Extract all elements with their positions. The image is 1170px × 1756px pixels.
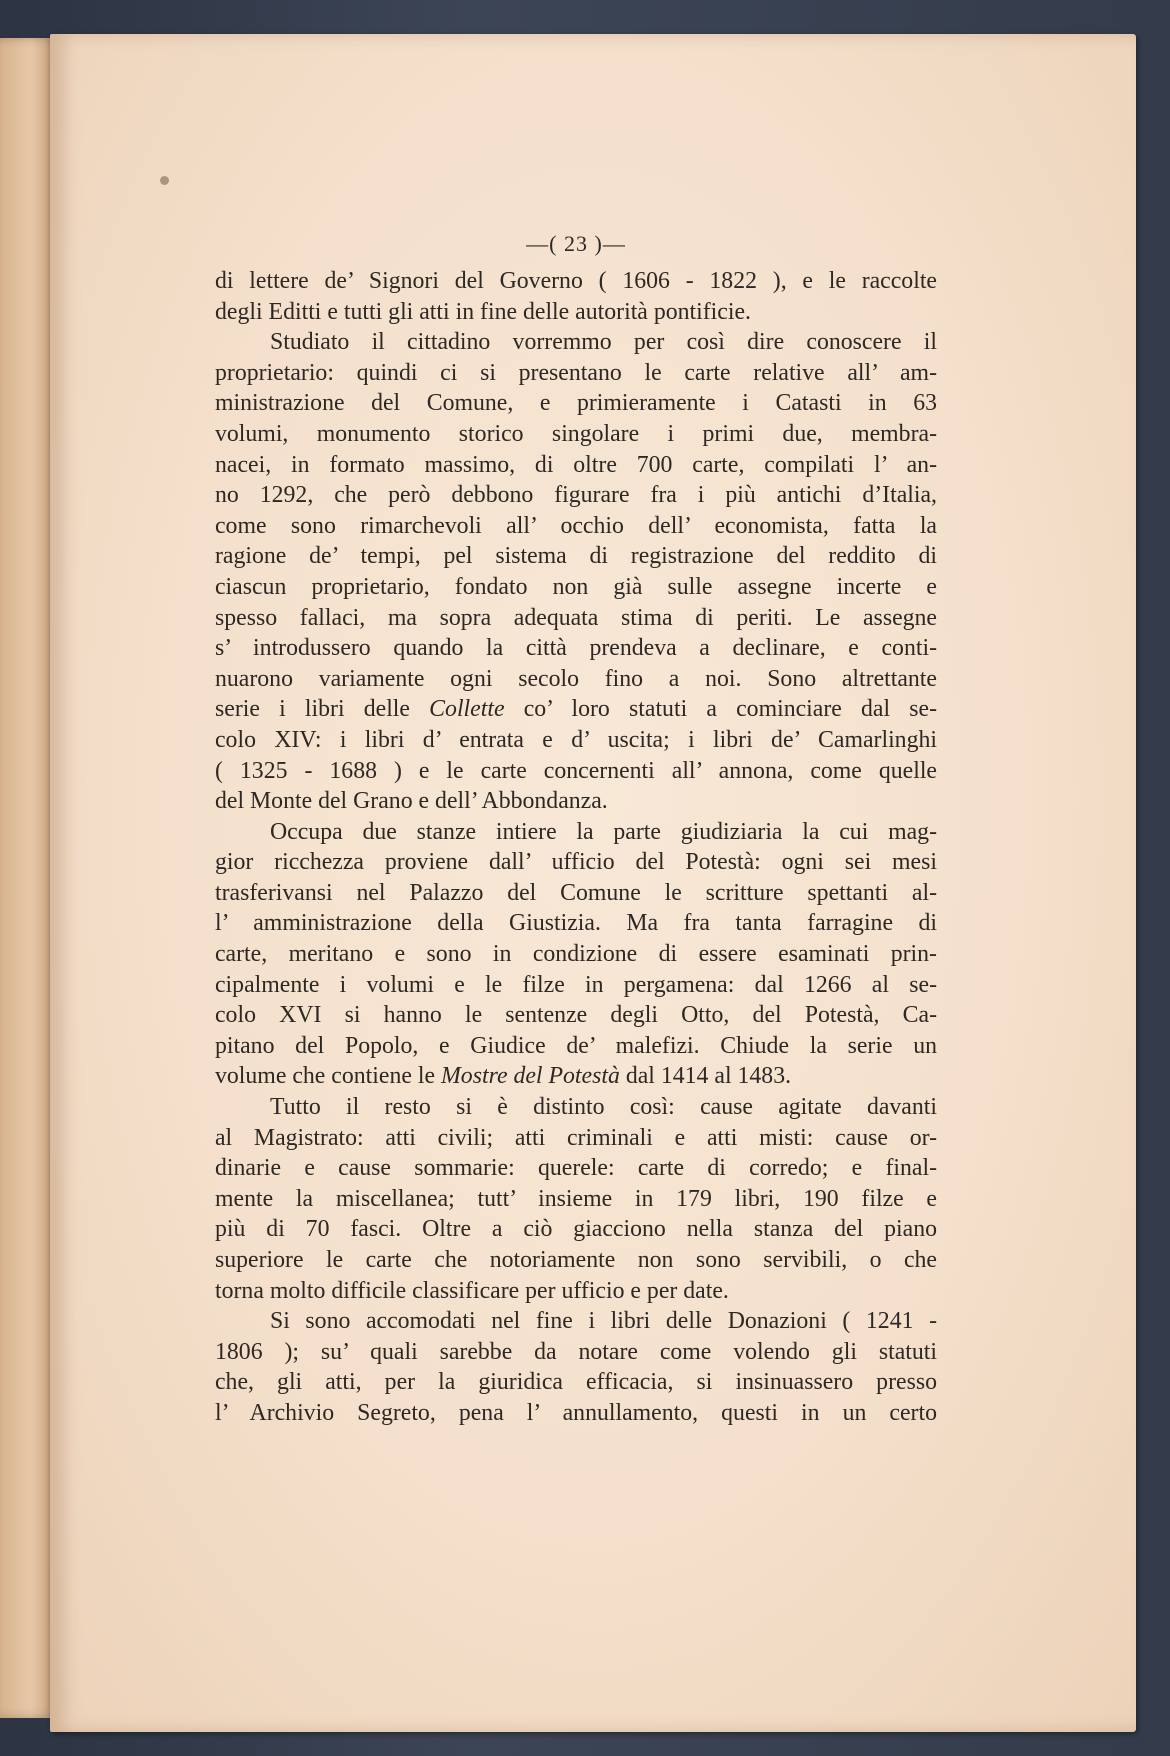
text-line: dinarie e cause sommarie: querele: carte di corredo; e final- [215, 1155, 937, 1182]
paper-speck [160, 176, 169, 185]
text-line: 1806 ); su’ quali sarebbe da notare come volendo gli statuti [215, 1338, 937, 1365]
page-text [215, 222, 937, 1429]
text-line: carte, meritano e sono in condizione di essere esaminati prin- [215, 941, 937, 968]
previous-page-edge [0, 38, 56, 1718]
text-line: superiore le carte che notoriamente non sono servibili, o che [215, 1247, 937, 1273]
text-line [215, 694, 937, 725]
text-line: ragione de’ tempi, pel sistema di registrazione del reddito di [215, 543, 937, 570]
line-text: dal 1414 al 1483. [619, 1063, 792, 1090]
italic-title: Collette [429, 696, 505, 723]
text-line: cipalmente i volumi e le filze in pergamena: dal 1266 al se- [215, 971, 937, 998]
line-text: co’ loro statuti a cominciare dal se- [504, 696, 937, 723]
text-line: proprietario: quindi ci si presentano le carte relative all’ am- [215, 359, 937, 386]
text-line: mente la miscellanea; tutt’ insieme in 179 libri, 190 filze e [215, 1185, 937, 1212]
text-line: volumi, monumento storico singolare i primi due, membra- [215, 420, 937, 447]
text-line: torna molto difficile classificare per ufficio e per date. [215, 1277, 729, 1304]
text-line: spesso fallaci, ma sopra adequata stima di periti. Le assegne [215, 604, 937, 631]
page-number: —( 23 )— [526, 231, 626, 256]
text-line: Si sono accomodati nel fine i libri delle Donazioni ( 1241 - [270, 1308, 937, 1335]
text-line: gior ricchezza proviene dall’ ufficio del Potestà: ogni sei mesi [215, 849, 937, 876]
text-line: come sono rimarchevoli all’ occhio dell’ economista, fatta la [215, 512, 937, 539]
text-line: l’ Archivio Segreto, pena l’ annullamento, questi in un certo [215, 1399, 937, 1426]
line-text: volume che contiene le [215, 1063, 441, 1090]
text-line: s’ introdussero quando la città prendeva a declinare, e conti- [215, 635, 937, 662]
text-line: al Magistrato: atti civili; atti criminali e atti misti: cause or- [215, 1124, 937, 1151]
text-line: di lettere de’ Signori del Governo ( 1606 - 1822 ), e le raccolte [215, 268, 937, 294]
text-line: colo XIV: i libri d’ entrata e d’ uscita; i libri de’ Camarlinghi [215, 726, 937, 753]
text-line: trasferivansi nel Palazzo del Comune le scritture spettanti al- [215, 879, 937, 906]
text-line: nuarono variamente ogni secolo fino a noi. Sono altrettante [215, 665, 937, 692]
text-line: del Monte del Grano e dell’ Abbondanza. [215, 788, 608, 815]
text-line [215, 1061, 937, 1092]
text-line: degli Editti e tutti gli atti in fine delle autorità pontificie. [215, 298, 751, 325]
text-line: più di 70 fasci. Oltre a ciò giacciono nella stanza del piano [215, 1216, 937, 1243]
text-line: ciascun proprietario, fondato non già sulle assegne incerte e [215, 573, 937, 600]
text-lines [215, 266, 937, 1429]
text-line: ( 1325 - 1688 ) e le carte concernenti all’ annona, come quelle [215, 757, 937, 784]
italic-title: Mostre del Potestà [440, 1063, 620, 1090]
text-line: pitano del Popolo, e Giudice de’ malefizi. Chiude la serie un [215, 1032, 937, 1059]
text-line: colo XVI si hanno le sentenze degli Otto, del Potestà, Ca- [215, 1002, 937, 1029]
text-line: no 1292, che però debbono figurare fra i più antichi d’Italia, [215, 482, 937, 509]
text-line: che, gli atti, per la giuridica efficacia, si insinuassero presso [215, 1369, 937, 1396]
text-line: Tutto il resto si è distinto così: cause agitate davanti [270, 1094, 937, 1121]
text-line: Occupa due stanze intiere la parte giudiziaria la cui mag- [270, 818, 937, 845]
text-line: l’ amministrazione della Giustizia. Ma fra tanta farragine di [215, 910, 937, 937]
line-text: serie i libri delle [215, 696, 430, 723]
text-line: nacei, in formato massimo, di oltre 700 carte, compilati l’ an- [215, 451, 937, 478]
text-line: ministrazione del Comune, e primieramente i Catasti in 63 [215, 390, 937, 417]
text-line: Studiato il cittadino vorremmo per così dire conoscere il [270, 329, 937, 356]
